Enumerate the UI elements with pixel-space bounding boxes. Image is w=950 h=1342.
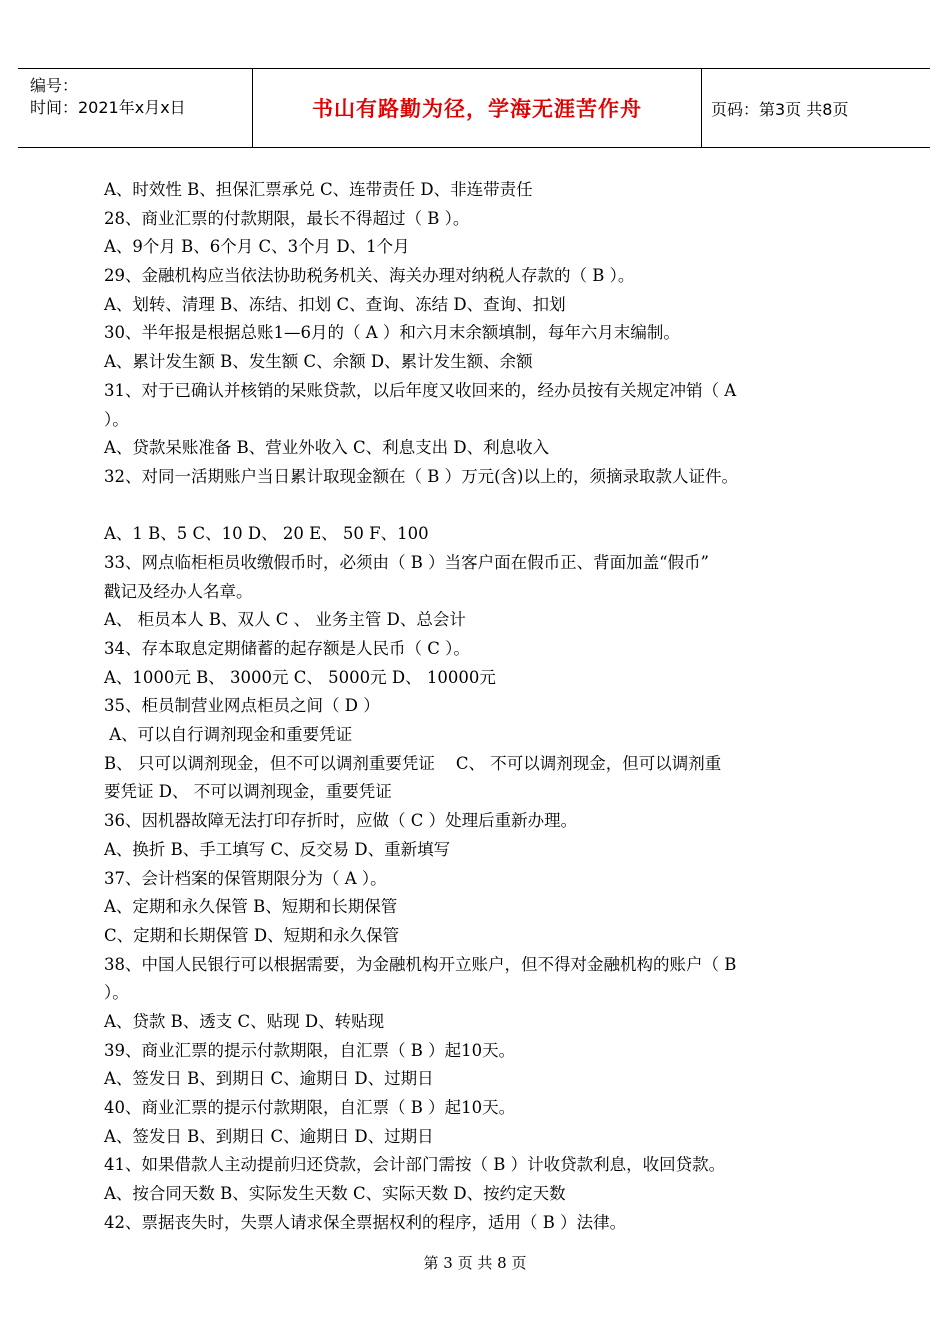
doc-number-label: 编号： [30,76,79,95]
text-line: A、贷款 B、透支 C、贴现 D、转贴现 [104,1011,385,1031]
header-motto: 书山有路勤为径，学海无涯苦作舟 [312,97,642,121]
text-line: ）。 [104,983,129,1003]
text-line: A、可以自行调剂现金和重要凭证 [104,725,353,745]
text-line: A、换折 B、手工填写 C、反交易 D、重新填写 [104,839,451,859]
text-line: 36、因机器故障无法打印存折时，应做（ C ）处理后重新办理。 [104,811,578,831]
text-line: 29、金融机构应当依法协助税务机关、海关办理对纳税人存款的（ B ）。 [104,266,635,286]
text-line: 31、对于已确认并核销的呆账贷款，以后年度又收回来的，经办员按有关规定冲销（ A [104,380,737,400]
page-header [18,68,930,148]
text-line: 42、票据丧失时，失票人请求保全票据权利的程序，适用（ B ）法律。 [104,1212,627,1232]
text-line: A、签发日 B、到期日 C、逾期日 D、过期日 [104,1126,434,1146]
text-line: A、定期和永久保管 B、短期和长期保管 [104,897,398,917]
text-line: 35、柜员制营业网点柜员之间（ D ） [104,696,380,716]
text-line: 39、商业汇票的提示付款期限，自汇票（ B ）起10天。 [104,1040,516,1060]
text-line: 32、对同一活期账户当日累计取现金额在（ B ）万元(含)以上的，须摘录取款人证件。 [104,466,738,486]
text-line: A、 柜员本人 B、双人 C 、 业务主管 D、总会计 [104,610,466,630]
text-line: A、1 B、5 C、10 D、 20 E、 50 F、100 [104,524,429,544]
document-body [104,176,844,1237]
text-line: A、9个月 B、6个月 C、3个月 D、1个月 [104,237,410,257]
text-line: 37、会计档案的保管期限分为（ A ）。 [104,868,387,888]
text-line: A、按合同天数 B、实际发生天数 C、实际天数 D、按约定天数 [104,1184,566,1204]
text-line: 30、半年报是根据总账1—6月的（ A ）和六月末余额填制，每年六月末编制。 [104,323,680,343]
text-line: A、贷款呆账准备 B、营业外收入 C、利息支出 D、利息收入 [104,438,550,458]
doc-date-label: 时间：2021年x月x日 [30,98,186,117]
text-line: C、定期和长期保管 D、短期和永久保管 [104,925,400,945]
text-line: 38、中国人民银行可以根据需要，为金融机构开立账户，但不得对金融机构的账户（ B [104,954,737,974]
header-page-info: 页码：第3页 共8页 [711,99,849,119]
text-line: 41、如果借款人主动提前归还贷款，会计部门需按（ B ）计收贷款利息，收回贷款。 [104,1155,726,1175]
header-page-cell [701,69,930,147]
text-line: B、 只可以调剂现金，但不可以调剂重要凭证 C、 不可以调剂现金，但可以调剂重 [104,753,722,773]
text-line: A、累计发生额 B、发生额 C、余额 D、累计发生额、余额 [104,352,533,372]
text-line: 40、商业汇票的提示付款期限，自汇票（ B ）起10天。 [104,1098,516,1117]
text-line: ）。 [104,409,129,429]
header-motto-cell [252,69,702,147]
text-line: 33、网点临柜柜员收缴假币时，必须由（ B ）当客户面在假币正、背面加盖“假币” [104,552,709,572]
text-line: 28、商业汇票的付款期限，最长不得超过（ B ）。 [104,208,470,228]
text-line: A、时效性 B、担保汇票承兑 C、连带责任 D、非连带责任 [104,180,533,199]
text-line: 34、存本取息定期储蓄的起存额是人民币（ C ）。 [104,639,470,658]
text-line: A、划转、清理 B、冻结、扣划 C、查询、冻结 D、查询、扣划 [104,294,566,314]
text-line: A、签发日 B、到期日 C、逾期日 D、过期日 [104,1069,434,1089]
header-meta [18,69,252,147]
text-line: 戳记及经办人名章。 [104,581,253,601]
text-line [104,492,844,521]
page-footer: 第 3 页 共 8 页 [423,1254,527,1272]
text-line: A、1000元 B、 3000元 C、 5000元 D、 10000元 [104,667,496,687]
text-line: 要凭证 D、 不可以调剂现金，重要凭证 [104,782,392,802]
